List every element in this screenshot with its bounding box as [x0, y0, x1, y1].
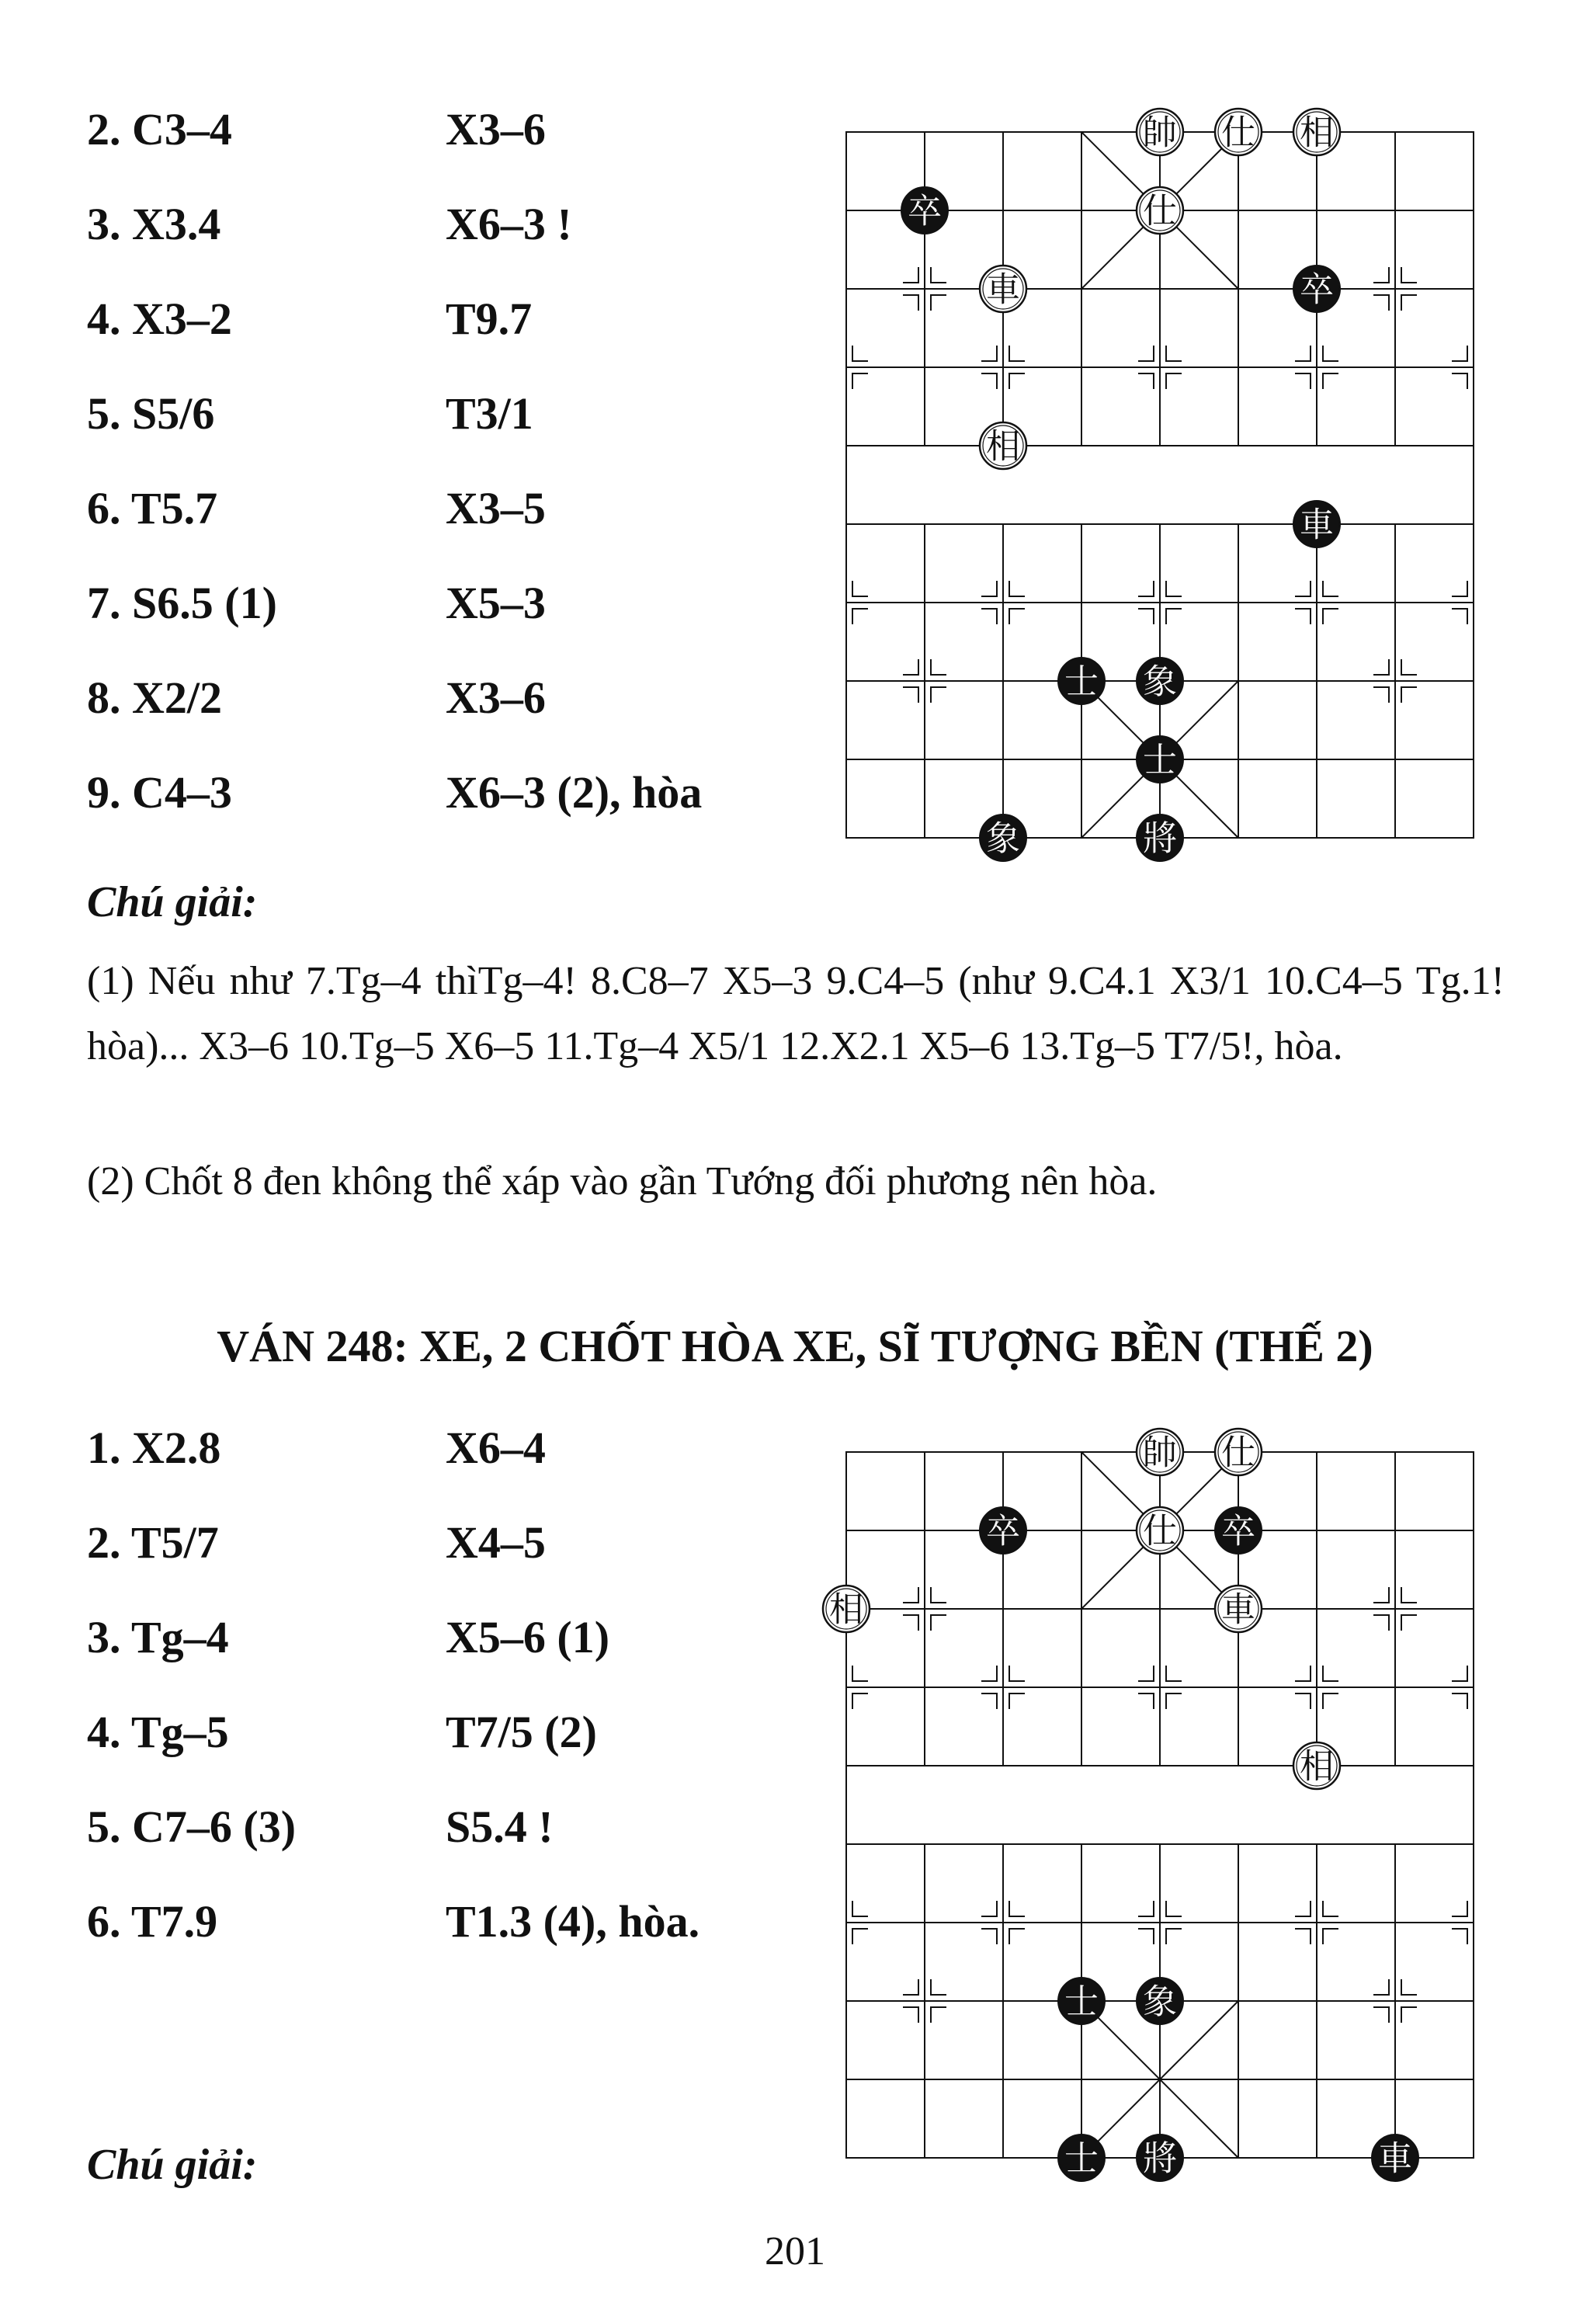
position-marker	[1295, 373, 1311, 389]
black-piece	[1293, 501, 1340, 547]
piece-glyph: 士	[1064, 1982, 1099, 2022]
piece-glyph: 車	[1221, 1589, 1255, 1630]
piece-glyph: 相	[1300, 1746, 1334, 1787]
game2-board	[829, 1433, 1483, 2179]
position-marker	[981, 346, 997, 361]
piece-glyph: 相	[829, 1589, 863, 1630]
black-move: X6–3 (2), hòa	[446, 767, 703, 818]
position-marker	[981, 609, 997, 624]
position-marker	[1009, 1901, 1025, 1916]
red-piece	[1137, 1507, 1183, 1554]
position-marker	[1452, 1929, 1467, 1944]
position-marker	[852, 1666, 868, 1681]
piece-glyph: 象	[986, 818, 1020, 859]
position-marker	[1166, 1693, 1182, 1709]
position-marker	[1009, 346, 1025, 361]
position-marker	[1166, 1929, 1182, 1944]
white-move: 6. T5.7	[87, 483, 218, 533]
position-marker	[1373, 1587, 1389, 1603]
white-move: 1. X2.8	[87, 1423, 221, 1473]
position-marker	[981, 1901, 997, 1916]
position-marker	[1166, 1666, 1182, 1681]
white-move: 2. C3–4	[87, 104, 232, 155]
game1-note-2: (2) Chốt 8 đen không thể xáp vào gần Tướng đối phương nên hòa.	[87, 1159, 1158, 1204]
black-move: T3/1	[446, 388, 533, 439]
position-marker	[1323, 1901, 1338, 1916]
position-marker	[931, 1615, 946, 1631]
position-marker	[1373, 659, 1389, 675]
red-piece	[1215, 1586, 1262, 1632]
position-marker	[1009, 1929, 1025, 1944]
piece-glyph: 帥	[1143, 113, 1177, 153]
red-piece	[1137, 109, 1183, 155]
position-marker	[903, 687, 918, 703]
position-marker	[852, 1901, 868, 1916]
position-marker	[1323, 1693, 1338, 1709]
black-piece	[1058, 1978, 1105, 2024]
position-marker	[1452, 1693, 1467, 1709]
position-marker	[931, 295, 946, 311]
position-marker	[903, 267, 918, 283]
position-marker	[931, 1587, 946, 1603]
position-marker	[852, 346, 868, 361]
position-marker	[1166, 346, 1182, 361]
black-move: T9.7	[446, 294, 533, 344]
position-marker	[1323, 373, 1338, 389]
black-move: T1.3 (4), hòa.	[446, 1896, 700, 1947]
position-marker	[1452, 609, 1467, 624]
white-move: 4. Tg–5	[87, 1707, 229, 1757]
position-marker	[1138, 1666, 1154, 1681]
position-marker	[1009, 609, 1025, 624]
position-marker	[1009, 581, 1025, 596]
piece-glyph: 相	[986, 426, 1020, 467]
game1-board	[846, 113, 1483, 859]
piece-glyph: 仕	[1143, 1511, 1177, 1551]
position-marker	[1295, 609, 1311, 624]
black-piece	[980, 1507, 1026, 1554]
piece-glyph: 將	[1143, 2138, 1177, 2179]
black-piece	[901, 187, 948, 234]
white-move: 7. S6.5 (1)	[87, 578, 277, 628]
position-marker	[1323, 1929, 1338, 1944]
position-marker	[981, 1929, 997, 1944]
piece-glyph: 卒	[1221, 1511, 1255, 1551]
position-marker	[1138, 1929, 1154, 1944]
piece-glyph: 車	[986, 269, 1020, 310]
piece-glyph: 象	[1143, 1982, 1177, 2022]
piece-glyph: 仕	[1221, 113, 1255, 153]
position-marker	[1138, 373, 1154, 389]
position-marker	[1295, 581, 1311, 596]
position-marker	[1401, 659, 1417, 675]
position-marker	[1452, 373, 1467, 389]
black-move: T7/5 (2)	[446, 1707, 597, 1757]
position-marker	[931, 1979, 946, 1995]
black-piece	[1058, 2135, 1105, 2181]
position-marker	[852, 1929, 868, 1944]
black-move: S5.4 !	[446, 1801, 554, 1852]
black-move: X5–6 (1)	[446, 1612, 610, 1662]
position-marker	[1452, 581, 1467, 596]
piece-glyph: 士	[1143, 740, 1177, 780]
position-marker	[1401, 1979, 1417, 1995]
piece-glyph: 仕	[1143, 191, 1177, 231]
position-marker	[931, 2007, 946, 2023]
piece-glyph: 帥	[1143, 1433, 1177, 1473]
position-marker	[852, 609, 868, 624]
red-piece	[1293, 1742, 1340, 1789]
black-move: X3–6	[446, 104, 546, 155]
black-piece	[1058, 658, 1105, 704]
position-marker	[1295, 1693, 1311, 1709]
black-move: X6–4	[446, 1423, 546, 1473]
game1-notes-title: Chú giải:	[87, 878, 258, 926]
position-marker	[931, 267, 946, 283]
position-marker	[1295, 1901, 1311, 1916]
position-marker	[1295, 1666, 1311, 1681]
position-marker	[1138, 581, 1154, 596]
position-marker	[1401, 687, 1417, 703]
white-move: 3. X3.4	[87, 199, 221, 249]
position-marker	[1323, 346, 1338, 361]
game2-notes-title: Chú giải:	[87, 2141, 258, 2189]
red-piece	[1137, 187, 1183, 234]
black-piece	[1137, 2135, 1183, 2181]
piece-glyph: 士	[1064, 2138, 1099, 2179]
position-marker	[1452, 1901, 1467, 1916]
position-marker	[1373, 267, 1389, 283]
position-marker	[1009, 1666, 1025, 1681]
position-marker	[852, 1693, 868, 1709]
white-move: 6. T7.9	[87, 1896, 218, 1947]
position-marker	[1373, 2007, 1389, 2023]
position-marker	[1166, 609, 1182, 624]
piece-glyph: 相	[1300, 113, 1334, 153]
red-piece	[1215, 109, 1262, 155]
position-marker	[1138, 1693, 1154, 1709]
position-marker	[903, 1615, 918, 1631]
position-marker	[1452, 346, 1467, 361]
white-move: 9. C4–3	[87, 767, 232, 818]
game1-note-1: (1) Nếu như 7.Tg–4 thìTg–4! 8.C8–7 X5–3 9.C4–5 (như 9.C4.1 X3/1 10.C4–5 Tg.1! hòa)... X3–6 10.Tg–5 X6–5 11.Tg–4 X5/1 12.X2.1 X5–6 13.Tg–5 T7/5!, hòa.	[87, 959, 1505, 1068]
position-marker	[903, 659, 918, 675]
position-marker	[1295, 1929, 1311, 1944]
board-grid	[846, 1452, 1474, 2158]
position-marker	[1138, 1901, 1154, 1916]
black-move: X5–3	[446, 578, 546, 628]
position-marker	[981, 581, 997, 596]
position-marker	[852, 373, 868, 389]
position-marker	[1138, 346, 1154, 361]
position-marker	[931, 659, 946, 675]
white-move: 8. X2/2	[87, 672, 222, 723]
position-marker	[1295, 346, 1311, 361]
piece-glyph: 車	[1300, 505, 1334, 545]
page-number: 201	[765, 2229, 825, 2274]
position-marker	[1401, 1615, 1417, 1631]
red-piece	[823, 1586, 870, 1632]
position-marker	[1401, 1587, 1417, 1603]
piece-glyph: 象	[1143, 662, 1177, 702]
piece-glyph: 將	[1143, 818, 1177, 859]
position-marker	[981, 373, 997, 389]
position-marker	[1009, 1693, 1025, 1709]
black-piece	[1137, 658, 1183, 704]
position-marker	[903, 2007, 918, 2023]
black-piece	[1137, 736, 1183, 783]
game2-title: VÁN 248: XE, 2 CHỐT HÒA XE, SĨ TƯỢNG BỀN (THẾ 2)	[217, 1321, 1373, 1371]
position-marker	[903, 295, 918, 311]
red-piece	[980, 422, 1026, 469]
red-piece	[1293, 109, 1340, 155]
white-move: 3. Tg–4	[87, 1612, 229, 1662]
position-marker	[1452, 1666, 1467, 1681]
piece-glyph: 卒	[908, 191, 942, 231]
white-move: 2. T5/7	[87, 1517, 219, 1568]
piece-glyph: 卒	[1300, 269, 1334, 310]
black-piece	[1372, 2135, 1418, 2181]
position-marker	[1323, 609, 1338, 624]
position-marker	[1009, 373, 1025, 389]
piece-glyph: 車	[1378, 2138, 1412, 2179]
position-marker	[1323, 581, 1338, 596]
position-marker	[1373, 1979, 1389, 1995]
piece-glyph: 仕	[1221, 1433, 1255, 1473]
position-marker	[1138, 609, 1154, 624]
white-move: 5. C7–6 (3)	[87, 1801, 297, 1852]
white-move: 4. X3–2	[87, 294, 232, 344]
black-move: X4–5	[446, 1517, 546, 1568]
piece-glyph: 士	[1064, 662, 1099, 702]
position-marker	[1166, 373, 1182, 389]
board-grid	[846, 132, 1474, 838]
position-marker	[981, 1666, 997, 1681]
red-piece	[1137, 1429, 1183, 1475]
position-marker	[903, 1979, 918, 1995]
position-marker	[903, 1587, 918, 1603]
black-piece	[1137, 815, 1183, 861]
position-marker	[1373, 295, 1389, 311]
position-marker	[931, 687, 946, 703]
position-marker	[1373, 1615, 1389, 1631]
position-marker	[852, 581, 868, 596]
position-marker	[1373, 687, 1389, 703]
position-marker	[1166, 581, 1182, 596]
black-piece	[1293, 266, 1340, 312]
position-marker	[1166, 1901, 1182, 1916]
black-move: X6–3 !	[446, 199, 572, 249]
position-marker	[1401, 295, 1417, 311]
position-marker	[1401, 2007, 1417, 2023]
white-move: 5. S5/6	[87, 388, 215, 439]
red-piece	[980, 266, 1026, 312]
red-piece	[1215, 1429, 1262, 1475]
black-piece	[1215, 1507, 1262, 1554]
black-piece	[1137, 1978, 1183, 2024]
position-marker	[1323, 1666, 1338, 1681]
black-move: X3–5	[446, 483, 546, 533]
position-marker	[1401, 267, 1417, 283]
position-marker	[981, 1693, 997, 1709]
piece-glyph: 卒	[986, 1511, 1020, 1551]
black-piece	[980, 815, 1026, 861]
black-move: X3–6	[446, 672, 546, 723]
